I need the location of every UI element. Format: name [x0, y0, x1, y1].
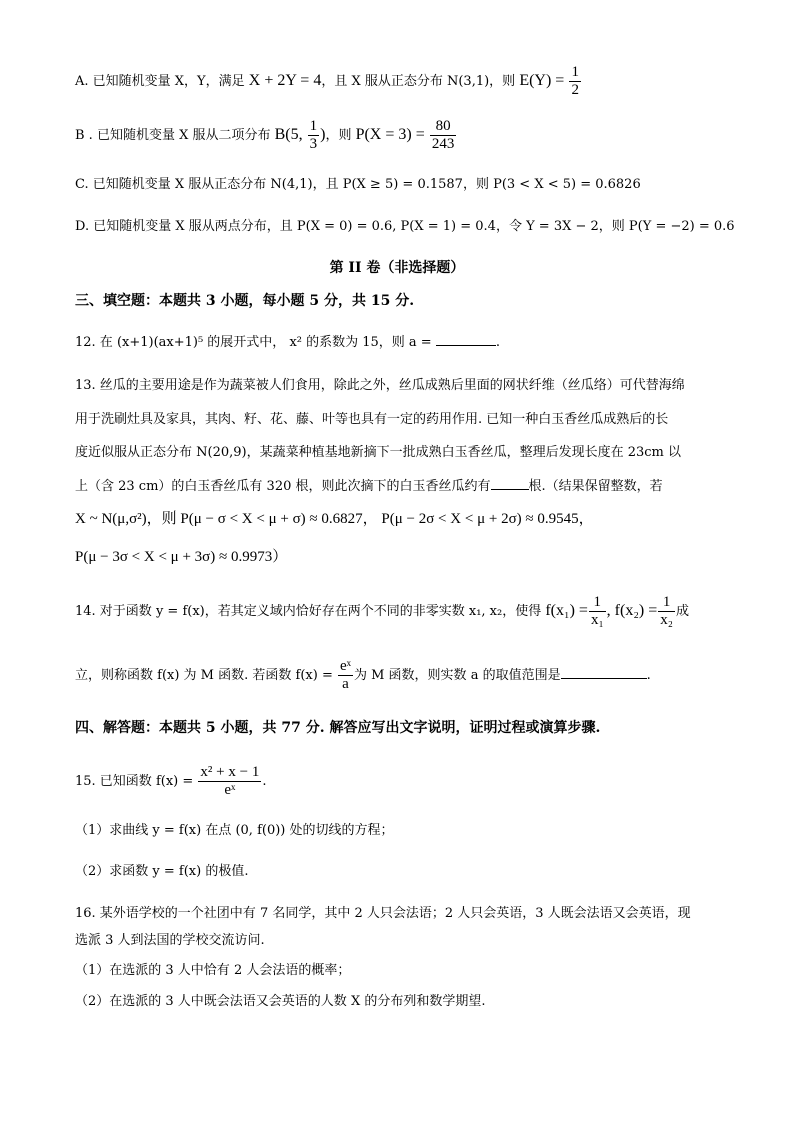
q14-frac1-numerator: 1: [589, 594, 606, 612]
option-b-numerator: 80: [430, 118, 457, 136]
q12-end: .: [495, 335, 500, 350]
q14-eq1: f(x₁) =: [545, 602, 588, 619]
q16-line-2: 选派 3 人到法国的学校交流访问.: [75, 933, 265, 948]
q14-line-2-end: 为 M 函数，则实数 a 的取值范围是: [353, 668, 561, 683]
option-b-dist-start: B(5,: [274, 126, 307, 143]
q14-frac2: [658, 594, 675, 629]
q13-line-4-end: 根.（结果保留整数，若: [528, 479, 663, 494]
q15-part-2: （2）求函数 y = f(x) 的极值.: [75, 864, 249, 879]
option-b-fraction: [430, 118, 457, 153]
q14-function-numerator: eˣ: [339, 658, 351, 674]
option-a-numerator: 1: [571, 64, 579, 80]
option-b-lhs: P(X = 3) =: [355, 126, 425, 143]
option-c: [75, 176, 641, 194]
option-b-mid: ，则: [325, 128, 356, 143]
q14-line-2-start: 立，则称函数 f(x) 为 M 函数. 若函数 f(x) =: [75, 668, 333, 683]
option-b-prefix: B . 已知随机变量 X 服从二项分布: [75, 128, 275, 143]
option-b-dist-end: ): [320, 126, 326, 143]
option-d-text: D. 已知随机变量 X 服从两点分布，且 P(X = 0) = 0.6, P(X = 1) = 0.4，令 Y = 3X − 2，则 P(Y = −2) = 0.6: [75, 219, 735, 234]
option-c-text: C. 已知随机变量 X 服从正态分布 N(4,1)，且 P(X ≥ 5) = 0.1587，则 P(3 < X < 5) = 0.6826: [75, 177, 641, 192]
q13-line-2: 用于洗刷灶具及家具，其肉、籽、花、藤、叶等也具有一定的药用作用. 已知一种白玉香丝瓜成熟后的长: [75, 412, 669, 427]
option-b-dist-denominator: 3: [309, 136, 318, 152]
option-b-dist-numerator: 1: [309, 118, 318, 134]
q14-line-2: [75, 658, 651, 693]
q15-denominator: eˣ: [224, 782, 236, 798]
option-a-prefix: A. 已知随机变量 X，Y，满足: [75, 74, 249, 89]
option-d: [75, 218, 735, 236]
option-a-fraction: [569, 64, 581, 99]
q14-line-1-start: 14. 对于函数 y = f(x)，若其定义域内恰好存在两个不同的非零实数 x₁, x₂，使得: [75, 604, 546, 619]
option-a-mid: ，且 X 服从正态分布 N(3,1)，则: [321, 74, 520, 89]
q16-part-1: （1）在选派的 3 人中恰有 2 人会法语的概率；: [75, 963, 351, 978]
q14-function-denominator: a: [342, 676, 349, 692]
option-a-denominator: 2: [571, 82, 579, 98]
q14-frac2-denominator: x₂: [660, 612, 673, 628]
q16-part-2: （2）在选派的 3 人中既会法语又会英语的人数 X 的分布列和数学期望.: [75, 994, 486, 1009]
section3-title: 三、填空题：本题共 3 小题，每小题 5 分，共 15 分.: [75, 293, 415, 309]
q14-frac2-numerator: 1: [658, 594, 675, 612]
option-a-equation: X + 2Y = 4: [248, 72, 322, 89]
q16-line-1: 16. 某外语学校的一个社团中有 7 名同学，其中 2 人只会法语；2 人只会英语，3 人既会法语又会英语，现: [75, 906, 691, 921]
option-a: [75, 64, 582, 99]
q15-intro-text: 15. 已知函数 f(x) =: [75, 774, 194, 789]
option-b-denominator: 243: [431, 136, 455, 152]
q15-part-1: （1）求曲线 y = f(x) 在点 (0, f(0)) 处的切线的方程；: [75, 823, 394, 838]
option-b-dist-fraction: [308, 118, 320, 153]
q13-answer-blank: [491, 477, 529, 490]
q13-line-1: 13. 丝瓜的主要用途是作为蔬菜被人们食用，除此之外，丝瓜成熟后里面的网状纤维（丝瓜络）可代替海绵: [75, 378, 685, 393]
q15-function-fraction: [198, 764, 261, 799]
option-b: [75, 118, 457, 153]
q15-end: .: [262, 774, 267, 789]
q13-line-5: X ~ N(μ,σ²)，则 P(μ − σ < X < μ + σ) ≈ 0.6827， P(μ − 2σ < X < μ + 2σ) ≈ 0.9545，: [75, 511, 594, 527]
q14-line-1-end: 成: [676, 604, 690, 619]
q14-eq2: , f(x₂) =: [606, 602, 658, 619]
q14-function-fraction: [338, 658, 353, 693]
q15-intro: [75, 764, 266, 799]
q12-answer-blank: [436, 333, 496, 346]
q14-end: .: [646, 668, 651, 683]
question-12: [75, 333, 500, 352]
q13-line-6: P(μ − 3σ < X < μ + 3σ) ≈ 0.9973）: [75, 549, 288, 565]
q13-line-4: [75, 477, 663, 496]
q15-numerator: x² + x − 1: [200, 764, 260, 780]
section4-title: 四、解答题：本题共 5 小题，共 77 分. 解答应写出文字说明，证明过程或演算步骤.: [75, 720, 601, 736]
q14-answer-blank: [561, 666, 647, 679]
q13-line-4-start: 上（含 23 cm）的白玉香丝瓜有 320 根，则此次摘下的白玉香丝瓜约有: [75, 479, 491, 494]
option-a-lhs: E(Y) =: [519, 72, 565, 89]
q14-frac1: [589, 594, 606, 629]
q12-text: 12. 在 (x+1)(ax+1)⁵ 的展开式中， x² 的系数为 15，则 a =: [75, 335, 432, 350]
part2-title: 第 II 卷（非选择题）: [329, 260, 465, 276]
q14-line-1: [75, 594, 689, 629]
q14-frac1-denominator: x₁: [590, 612, 604, 628]
q13-line-3: 度近似服从正态分布 N(20,9)，某蔬菜种植基地新摘下一批成熟白玉香丝瓜，整理后发现长度在 23cm 以: [75, 445, 682, 460]
